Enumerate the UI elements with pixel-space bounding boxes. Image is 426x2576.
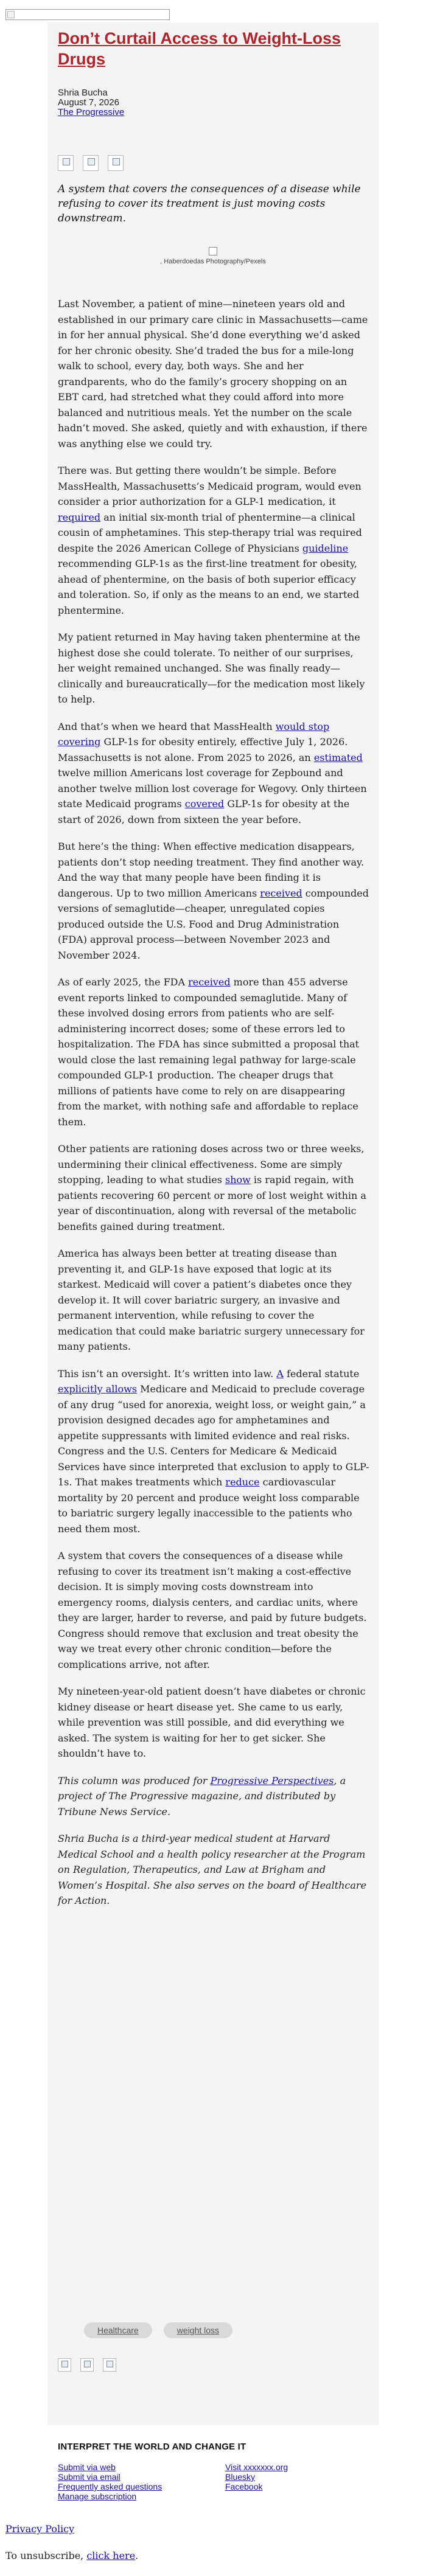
manage-subscription-link[interactable]: Manage subscription	[58, 2491, 137, 2501]
tag-healthcare[interactable]: Healthcare	[84, 2322, 152, 2338]
paragraph: And that’s when we heard that MassHealth would stop covering GLP-1s for obesity entirely, effective July 1, 2026. Massachusetts is not alone. From 2025 to 2026, an estimated twelve million Americans lost coverage for Zepbound and another twelve million lost coverage for Wegovy. Only thirteen state Medicaid programs covered GLP-1s for obesity at the start of 2026, down from sixteen the year before.	[58, 720, 367, 825]
article-card	[47, 23, 379, 2425]
header-banner-image	[5, 9, 170, 20]
share-icon-3[interactable]	[108, 155, 124, 171]
inline-link[interactable]: received	[188, 976, 231, 988]
inline-link[interactable]: reduce	[225, 1476, 260, 1488]
inline-link[interactable]: would stop covering	[58, 720, 330, 748]
distribution-note: This column was produced for Progressive Perspectives, a project of The Progressive magazine, and distributed by Tribune News Service.	[58, 1774, 346, 1817]
inline-link[interactable]: required	[58, 511, 101, 523]
unsubscribe-link[interactable]: click here	[86, 2550, 136, 2561]
footer-heading: INTERPRET THE WORLD AND CHANGE IT	[58, 2442, 246, 2452]
inline-link[interactable]: guideline	[302, 542, 349, 554]
share-icon-2[interactable]	[83, 155, 99, 171]
tag-weight-loss[interactable]: weight loss	[164, 2322, 232, 2338]
faq-link[interactable]: Frequently asked questions	[58, 2482, 162, 2491]
article-body	[58, 296, 371, 1920]
paragraph: America has always been better at treating disease than preventing it, and GLP-1s have exposed that logic at its starkest. Medicaid will cover a patient’s diabetes once they develop it. It will cover bariatric surgery, an invasive and permanent intervention, while refusing to cover the medication that could make bariatric surgery unnecessary for many patients.	[58, 1248, 365, 1352]
image-caption: , Haberdoedas Photography/Pexels	[160, 258, 266, 265]
paragraph: Other patients are rationing doses across two or three weeks, undermining their clinical effectiveness. Some are simply stopping, leading to what studies show is rapid regain, with patients recovering 60 percent or more of lost weight within a year of discontinuation, along with reversal of the metabolic benefits gained during treatment.	[58, 1143, 366, 1232]
unsubscribe-line: To unsubscribe, click here.	[5, 2550, 139, 2561]
author-name: Shria Bucha	[58, 88, 108, 98]
publish-date: August 7, 2026	[58, 97, 119, 108]
inline-link[interactable]: estimated	[313, 751, 363, 763]
visit-site-link[interactable]: Visit xxxxxxx.org	[225, 2462, 288, 2472]
inline-link[interactable]: covered	[184, 798, 225, 810]
share-icons-top	[58, 155, 130, 171]
inline-link[interactable]: show	[225, 1174, 251, 1186]
submit-web-link[interactable]: Submit via web	[58, 2462, 116, 2472]
author-bio: Shria Bucha is a third-year medical student at Harvard Medical School and a health policy researcher at the Program on Regulation, Therapeutics, and Law at Brigham and Women’s Hospital. She also serves on the board of Healthcare for Action.	[58, 1833, 367, 1906]
broken-image-icon	[209, 247, 217, 255]
article-dek: A system that covers the consequences of a disease while refusing to cover its treatment is just moving costs downstream.	[58, 183, 361, 224]
broken-image-icon	[7, 11, 15, 18]
article-title[interactable]: Don’t Curtail Access to Weight-Loss Drugs	[58, 29, 341, 68]
footer-links-left	[58, 2462, 162, 2501]
share-icon-2[interactable]	[80, 2358, 94, 2372]
bluesky-link[interactable]: Bluesky	[225, 2472, 256, 2482]
paragraph: My patient returned in May having taken phentermine at the highest dose she could tolerate. To neither of our surprises, her weight remained unchanged. She was finally ready—clinically and bureaucratically—for the medication most likely to help.	[58, 631, 365, 705]
publication-link[interactable]: The Progressive	[58, 107, 125, 117]
paragraph: Last November, a patient of mine—nineteen years old and established in our primary care clinic in Massachusetts—came in for her annual physical. She’d done everything we’d asked for her chronic obesity. She’d traded the bus for a mile-long walk to school, every day, both ways. She and her grandparents, who do the family’s grocery shopping on an EBT card, had stretched what they could afford into more balanced and nutritious meals. Yet the number on the scale hadn’t moved. She asked, quietly and with exhaustion, if there was anything else we could try.	[58, 298, 368, 450]
inline-link[interactable]: explicitly allows	[58, 1383, 138, 1395]
paragraph: A system that covers the consequences of a disease while refusing to cover its treatment isn’t making a cost-effective decision. It is simply moving costs downstream into emergency rooms, dialysis centers, and cardiac units, where they are larger, harder to reverse, and paid by future budgets. Congress should remove that exclusion and treat obesity the way we treat every other chronic condition—before the complications arrive, not after.	[58, 1550, 367, 1670]
tag-list	[84, 2322, 241, 2338]
paragraph: But here’s the thing: When effective medication disappears, patients don’t stop needing treatment. They find another way. And the way that many people have been finding it is dangerous. Up to two million Americans received compounded versions of semaglutide—cheaper, unregulated copies produced outside the U.S. Food and Drug Administration (FDA) approval process—between November 2023 and November 2024.	[58, 841, 369, 961]
paragraph: As of early 2025, the FDA received more than 455 adverse event reports linked to compounded semaglutide. Many of these involved dosing errors from patients who are self-administering incorrect doses; some of these errors led to hospitalization. The FDA has since submitted a proposal that would close the last remaining legal pathway for large-scale compounded GLP-1 production. The cheaper drugs that millions of patients have come to rely on are disappearing from the market, with nothing safe and affordable to replace them.	[58, 976, 360, 1128]
inline-link[interactable]: received	[260, 887, 302, 899]
article-figure	[47, 245, 379, 265]
share-icon-1[interactable]	[58, 155, 74, 171]
privacy-policy-link[interactable]: Privacy Policy	[5, 2523, 75, 2535]
paragraph: There was. But getting there wouldn’t be simple. Before MassHealth, Massachusetts’s Medicaid program, would even consider a prior authorization for a GLP-1 medication, it required an initial six-month trial of phentermine—a clinical cousin of amphetamines. This step-therapy trial was required despite the 2026 American College of Physicians guideline recommending GLP-1s as the first-line treatment for obesity, ahead of phentermine, on the basis of both superior efficacy and toleration. So, if only as the means to an end, we started phentermine.	[58, 465, 362, 616]
inline-link[interactable]: A	[276, 1367, 284, 1380]
submit-email-link[interactable]: Submit via email	[58, 2472, 120, 2482]
share-icon-3[interactable]	[103, 2358, 116, 2372]
paragraph: My nineteen-year-old patient doesn’t have diabetes or chronic kidney disease or heart disease yet. She came to us early, while prevention was still possible, and did everything we asked. The system is waiting for her to get sicker. She shouldn’t have to.	[58, 1686, 366, 1759]
share-icons-bottom	[58, 2358, 122, 2372]
byline	[58, 88, 124, 117]
inline-link[interactable]: Progressive Perspectives	[210, 1774, 334, 1786]
share-icon-1[interactable]	[58, 2358, 71, 2372]
footer-links-right	[225, 2462, 288, 2491]
facebook-link[interactable]: Facebook	[225, 2482, 263, 2491]
paragraph: This isn’t an oversight. It’s written into law. A federal statute explicitly allows Medicare and Medicaid to preclude coverage of any drug “used for anorexia, weight loss, or weight gain,” a provision designed decades ago for amphetamines and appetite suppressants with limited evidence and real risks. Congress and the U.S. Centers for Medicare & Medicaid Services have since interpreted that exclusion to apply to GLP-1s. That makes treatments which reduce cardiovascular mortality by 20 percent and produce weight loss comparable to bariatric surgery legally inaccessible to the patients who need them most.	[58, 1367, 369, 1535]
